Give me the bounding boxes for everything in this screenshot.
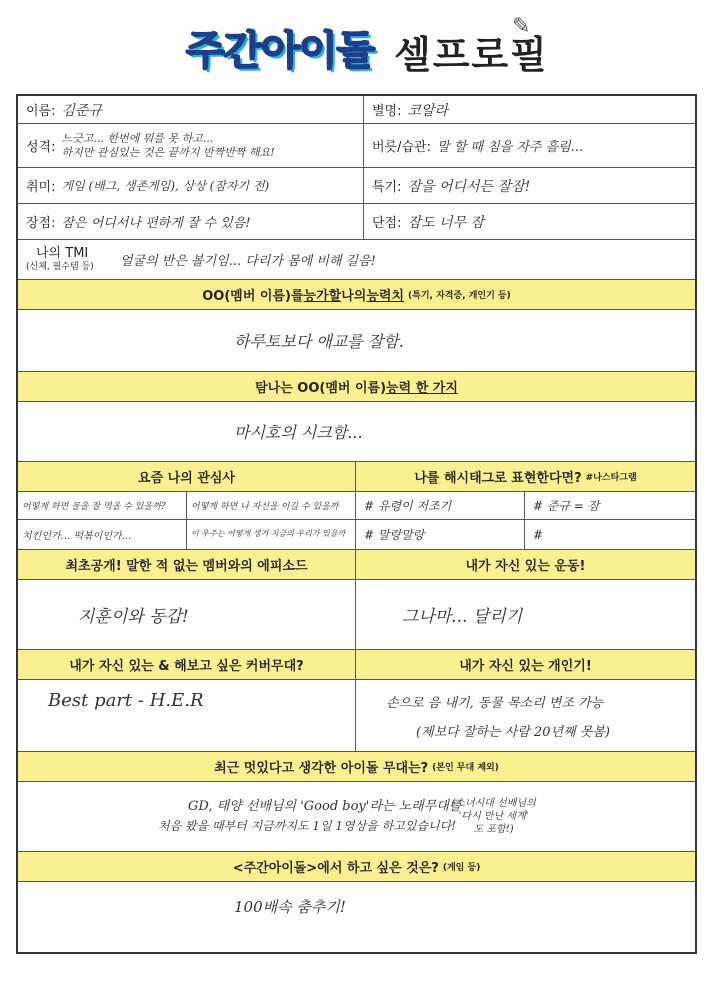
interest-title-text: 요즘 나의 관심사 [138, 471, 235, 486]
hashtag-1: # 유령이 저조기 [364, 499, 452, 513]
want-title-b: 능력 한 가지 [386, 381, 458, 396]
habit-value: 말 할 때 침을 자주 흘림... [437, 140, 584, 155]
stage-note: (본인 무대 제외) [432, 763, 499, 773]
stage-line1: GD, 태양 선배님의 'Good boy'라는 노래무대를 [188, 798, 462, 814]
episode-title [18, 550, 356, 579]
talent-cell [364, 168, 695, 203]
strength-cell [18, 204, 364, 239]
habit-cell [364, 124, 695, 167]
hashtag-4: # [533, 527, 544, 542]
row-hobby [18, 168, 695, 204]
name-label: 이름: [26, 104, 56, 119]
pencil-icon: ✎ [512, 14, 531, 39]
tmi-label: 나의 TMI [36, 246, 89, 262]
tmi-sub: (신체, 필수템 등) [26, 261, 94, 272]
stage-side2: '다시 만난 세계' [458, 811, 529, 822]
interest-4: 이 우주는 어떻게 생겨 지금의 우리가 있을까 [191, 529, 346, 539]
talent-value: 잠을 어디서든 잘잠! [407, 178, 531, 195]
row-tmi [18, 240, 695, 280]
ability-title [18, 280, 695, 309]
talent2-title-text: 내가 자신 있는 개인기! [459, 659, 592, 674]
sport-answer: 그나마... 달리기 [402, 607, 523, 627]
want-answer: 마시호의 시크함... [234, 423, 363, 442]
episode-answer-cell [18, 580, 356, 649]
sport-title-text: 내가 자신 있는 운동! [465, 559, 586, 574]
talent2-line1: 손으로 음 내기, 동물 목소리 변조 가능 [386, 695, 604, 711]
cover-title-text: 내가 자신 있는 & 해보고 싶은 커버무대? [69, 659, 304, 674]
wish-answer: 100배속 춤추기! [234, 898, 346, 916]
cover-answer-cell [18, 680, 356, 751]
hobby-label: 취미: [26, 180, 56, 195]
row-episode-title [18, 550, 695, 580]
row-wish-title [18, 852, 695, 882]
name-cell [18, 96, 364, 123]
interest-title [18, 462, 356, 491]
talent2-line2: (제보다 잘하는 사람 20년째 못봄) [416, 724, 610, 740]
ability-title-d: 능력치 [366, 289, 405, 304]
personality-label: 성격: [26, 140, 56, 155]
profile-sheet [16, 94, 697, 954]
cover-title [18, 650, 356, 679]
stage-line2: 처음 봤을 때부터 지금까지도 1일 1영상을 하고있습니다! [158, 819, 457, 834]
row-episode-answer [18, 580, 695, 650]
wish-title [18, 852, 695, 881]
hashtag-cell-3 [356, 520, 525, 549]
want-answer-cell [18, 402, 695, 461]
row-ability-title [18, 280, 695, 310]
tmi-label-cell [18, 240, 112, 279]
wish-note: (게임 등) [442, 863, 481, 873]
show-logo [186, 14, 374, 80]
row-want-answer [18, 402, 695, 462]
row-cover-title [18, 650, 695, 680]
hashtag-2: # 준규 = 잠 [533, 499, 600, 513]
row-interest-1 [18, 492, 695, 520]
hashtag-note: #나스타그램 [585, 473, 637, 483]
hashtag-cell-1 [356, 492, 525, 519]
ability-title-note: (특기, 자격증, 개인기 등) [408, 291, 511, 301]
wish-title-text: <주간아이돌>에서 하고 싶은 것은? [232, 861, 439, 876]
tmi-value: 얼굴의 반은 볼기임... 다리가 몸에 비해 길음! [120, 254, 376, 269]
hobby-cell [18, 168, 364, 203]
interest-2: 어떻게 하면 나 자신을 이길 수 있을까 [191, 502, 339, 512]
want-title [18, 372, 695, 401]
hashtag-title-text: 나를 해시태그로 표현한다면? [414, 471, 582, 486]
weakness-label: 단점: [372, 216, 402, 231]
hashtag-cell-2 [525, 492, 695, 519]
tmi-value-cell [112, 240, 695, 279]
stage-side1: (소녀시대 선배님의 [451, 798, 536, 809]
nickname-value: 코알라 [407, 102, 449, 119]
strength-value: 잠은 어디서나 편하게 잘 수 있음! [61, 216, 251, 231]
row-interest-title [18, 462, 695, 492]
nickname-label: 별명: [372, 104, 402, 119]
sport-title [356, 550, 695, 579]
weakness-value: 잠도 너무 잠 [407, 214, 485, 231]
talent-label: 특기: [372, 180, 402, 195]
ability-title-b: 능가할 [303, 289, 342, 304]
strength-label: 장점: [26, 216, 56, 231]
want-title-a: 탐나는 OO(멤버 이름) [255, 381, 387, 396]
interest-cell-3 [18, 520, 187, 549]
row-stage-answer [18, 782, 695, 852]
hobby-value: 게임 (배그, 생존게임), 상상 (잠자기 전) [61, 179, 270, 193]
row-strength [18, 204, 695, 240]
header [0, 0, 713, 88]
ability-title-c: 나의 [341, 289, 367, 304]
episode-answer: 지훈이와 동갑! [78, 607, 189, 627]
row-cover-answer [18, 680, 695, 752]
cover-answer: Best part - H.E.R [48, 690, 204, 711]
ability-answer-cell [18, 310, 695, 371]
interest-cell-1 [18, 492, 187, 519]
stage-answer-cell [18, 782, 695, 851]
interest-3: 치킨인가... 떡볶이인가... [22, 531, 132, 542]
nickname-cell [364, 96, 695, 123]
row-want-title [18, 372, 695, 402]
page-title: 셀프로필 [394, 33, 549, 77]
personality-cell [18, 124, 364, 167]
talent2-title [356, 650, 695, 679]
interest-cell-2 [187, 492, 356, 519]
ability-title-a: OO(멤버 이름)를 [202, 289, 304, 304]
hashtag-title [356, 462, 695, 491]
personality-line1: 느긋고... 한번에 뭐를 못 하고... [61, 131, 214, 145]
hashtag-cell-4 [525, 520, 695, 549]
interest-cell-4 [187, 520, 356, 549]
stage-title [18, 752, 695, 781]
name-value: 김준규 [61, 102, 103, 119]
row-wish-answer [18, 882, 695, 952]
ability-answer: 하루토보다 애교를 잘함. [234, 332, 404, 351]
stage-title-text: 최근 멋있다고 생각한 아이돌 무대는? [214, 761, 429, 776]
interest-1: 어떻게 하면 물을 잘 먹을 수 있을까? [22, 502, 166, 512]
row-ability-answer [18, 310, 695, 372]
weakness-cell [364, 204, 695, 239]
logo-text: 주간아이돌 [186, 27, 375, 74]
talent2-answer-cell [356, 680, 695, 751]
wish-answer-cell [18, 882, 695, 952]
row-personality [18, 124, 695, 168]
episode-title-text: 최초공개! 말한 적 없는 멤버와의 에피소드 [65, 559, 308, 574]
personality-line2: 하지만 관심있는 것은 끝까지 반짝반짝 해요! [61, 145, 275, 159]
sport-answer-cell [356, 580, 695, 649]
stage-side3: 도 포함!) [473, 824, 514, 835]
hashtag-3: # 말랑말랑 [364, 528, 425, 542]
row-stage-title [18, 752, 695, 782]
row-name [18, 96, 695, 124]
habit-label: 버릇/습관: [372, 140, 431, 155]
row-interest-2 [18, 520, 695, 550]
